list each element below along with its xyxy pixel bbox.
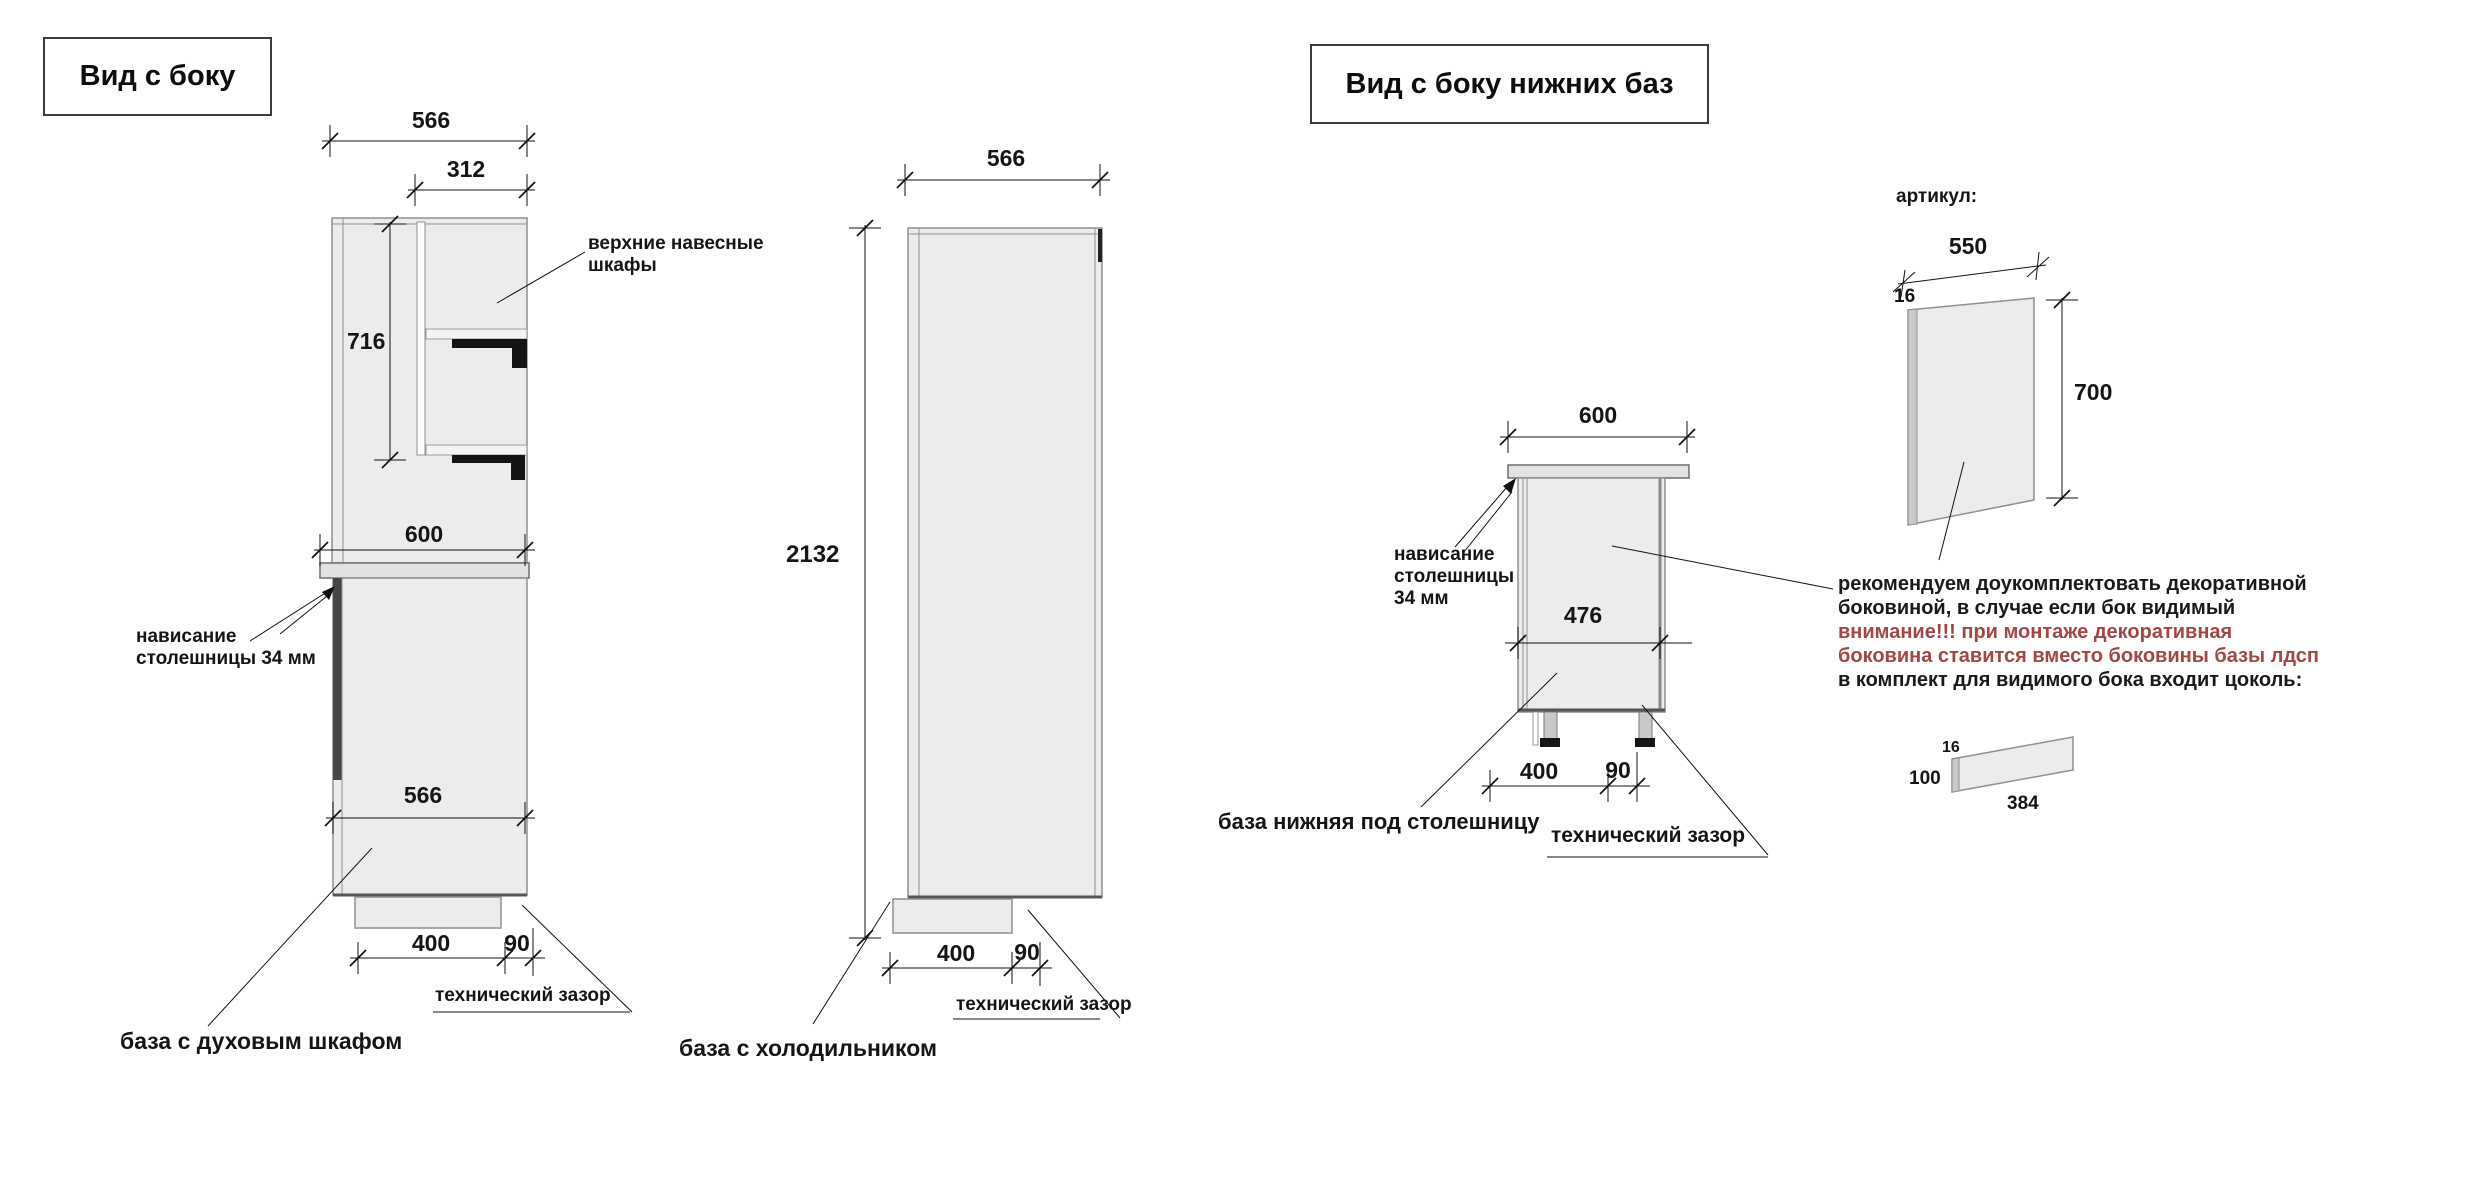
oven-unit-caption: база с духовым шкафом bbox=[120, 1028, 403, 1054]
plinth-fridge bbox=[893, 899, 1012, 933]
dim-plinth-thickness: 16 bbox=[1942, 739, 1960, 756]
right-view-title bbox=[1310, 44, 1709, 124]
cabinet-leg bbox=[1544, 712, 1557, 740]
dim-top-depth-oven: 566 bbox=[411, 107, 451, 133]
dim-panel-width: 550 bbox=[1948, 233, 1988, 259]
decorative-panel-note bbox=[1838, 572, 2319, 692]
dim-countertop-depth-right: 600 bbox=[1578, 402, 1618, 428]
plinth-left bbox=[355, 897, 501, 928]
overhang-label-left: нависание столешницы 34 мм bbox=[136, 626, 316, 669]
article-label: артикул: bbox=[1896, 186, 1978, 207]
left-view-title bbox=[43, 37, 272, 116]
right-view-title-text: Вид с боку нижних баз bbox=[1345, 67, 1674, 100]
dim-inner-depth-base: 476 bbox=[1563, 602, 1603, 628]
side-panel-drawing bbox=[1908, 298, 2034, 525]
dim-top-depth-fridge: 566 bbox=[986, 145, 1026, 171]
fridge-unit-caption: база с холодильником bbox=[679, 1035, 938, 1061]
service-gap-label-oven: технический зазор bbox=[435, 985, 611, 1006]
note-line-4-warning: боковина ставится вместо боковины базы лдсп bbox=[1838, 645, 2319, 667]
oven-unit-drawing bbox=[320, 218, 529, 928]
cabinet-leg bbox=[1639, 712, 1652, 740]
dim-base-depth-oven: 566 bbox=[403, 782, 443, 808]
dim-service-gap-base: 90 bbox=[1605, 757, 1631, 783]
dim-plinth-height: 100 bbox=[1909, 768, 1941, 789]
left-view-title-text: Вид с боку bbox=[79, 60, 236, 92]
dim-panel-height: 700 bbox=[2074, 379, 2113, 405]
base-unit-caption: база нижняя под столешницу bbox=[1218, 809, 1540, 834]
dim-wall-cabinet-depth: 312 bbox=[446, 156, 486, 182]
dim-countertop-depth-left: 600 bbox=[404, 521, 444, 547]
countertop-right bbox=[1508, 465, 1689, 478]
dim-plinth-depth-base: 400 bbox=[1519, 758, 1559, 784]
overhang-label-right: нависание столешницы 34 мм bbox=[1394, 544, 1515, 609]
note-line-1: рекомендуем доукомплектовать декоративной bbox=[1838, 573, 2307, 595]
dim-plinth-depth-fridge: 400 bbox=[936, 940, 976, 966]
dim-service-gap-oven: 90 bbox=[504, 930, 530, 956]
note-line-5: в комплект для видимого бока входит цоколь: bbox=[1838, 669, 2303, 691]
plinth-drawing bbox=[1952, 737, 2073, 792]
dim-plinth-length: 384 bbox=[2007, 793, 2039, 814]
note-line-2: боковиной, в случае если бок видимый bbox=[1838, 597, 2236, 619]
dim-plinth-depth-oven: 400 bbox=[411, 930, 451, 956]
service-gap-label-base: технический зазор bbox=[1551, 824, 1746, 847]
note-line-3-warning: внимание!!! при монтаже декоративная bbox=[1838, 621, 2233, 643]
fridge-unit-drawing bbox=[893, 228, 1102, 933]
dim-height-fridge: 2132 bbox=[786, 541, 840, 568]
wall-cabinets-label: верхние навесные шкафы bbox=[588, 233, 764, 276]
service-gap-label-fridge: технический зазор bbox=[956, 994, 1132, 1015]
dim-wall-cabinet-height: 716 bbox=[347, 328, 386, 354]
dim-service-gap-fridge: 90 bbox=[1014, 939, 1040, 965]
dim-panel-thickness: 16 bbox=[1894, 286, 1916, 307]
countertop-left bbox=[320, 563, 529, 578]
